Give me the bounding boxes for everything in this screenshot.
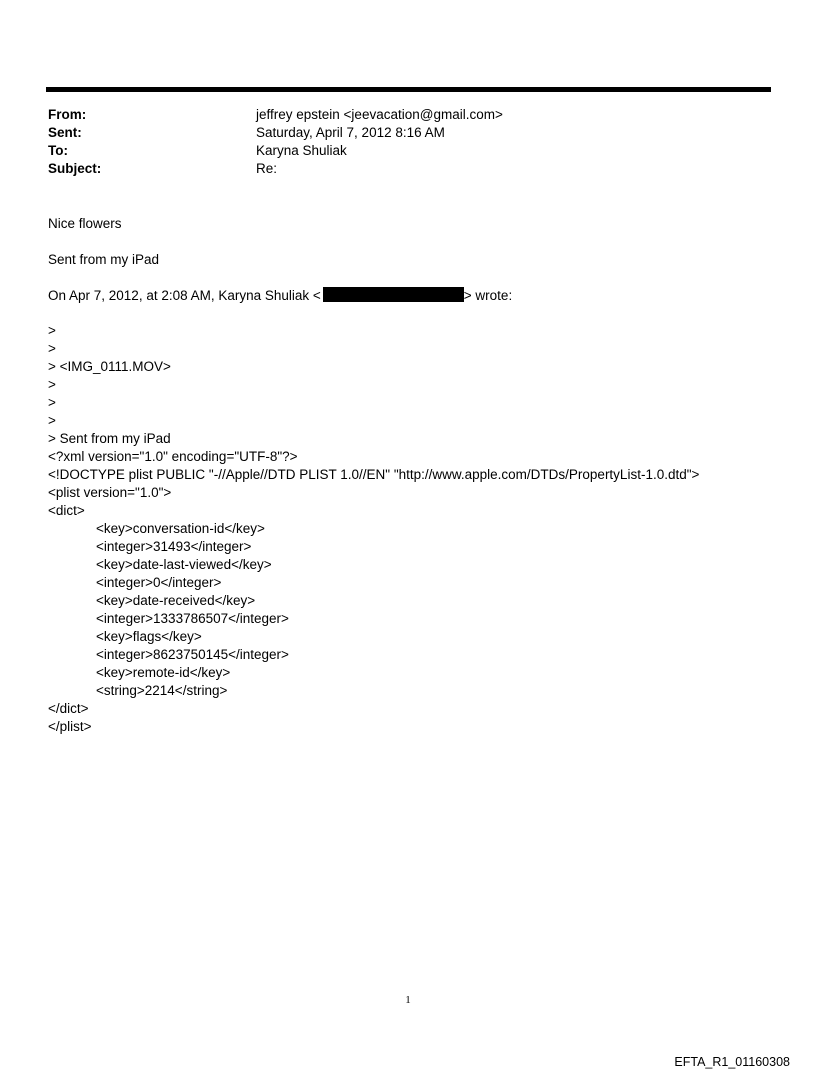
subject-label: Subject:	[48, 161, 102, 176]
dict-entry: <integer>8623750145</integer>	[96, 647, 289, 662]
dict-open: <dict>	[48, 503, 85, 518]
dict-entry: <key>conversation-id</key>	[96, 521, 265, 536]
quoted-line: >	[48, 323, 56, 338]
dict-entry: <key>date-received</key>	[96, 593, 256, 608]
from-label: From:	[48, 107, 87, 122]
sent-label: Sent:	[48, 125, 82, 140]
message-signature: Sent from my iPad	[48, 252, 160, 267]
xml-declaration: <?xml version="1.0" encoding="UTF-8"?>	[48, 449, 298, 464]
quoted-line: >	[48, 341, 56, 356]
to-value: Karyna Shuliak	[256, 143, 347, 158]
reply-intro	[48, 287, 512, 305]
dict-entry: <integer>31493</integer>	[96, 539, 252, 554]
dict-entry: <key>remote-id</key>	[96, 665, 231, 680]
from-value: jeffrey epstein <jeevacation@gmail.com>	[256, 107, 503, 122]
subject-value: Re:	[256, 161, 278, 176]
quoted-line: >	[48, 413, 56, 428]
dict-entry: <integer>0</integer>	[96, 575, 222, 590]
dict-entry: <string>2214</string>	[96, 683, 228, 698]
to-label: To:	[48, 143, 68, 158]
quoted-line: >	[48, 377, 56, 392]
reply-intro-before: On Apr 7, 2012, at 2:08 AM, Karyna Shuliak <	[48, 288, 321, 303]
reply-intro-after: > wrote:	[463, 288, 513, 303]
quoted-line: > <IMG_0111.MOV>	[48, 359, 171, 374]
dict-entry: <key>flags</key>	[96, 629, 202, 644]
doctype-line: <!DOCTYPE plist PUBLIC "-//Apple//DTD PLIST 1.0//EN" "http://www.apple.com/DTDs/PropertyList-1.0.dtd">	[48, 467, 700, 482]
sent-value: Saturday, April 7, 2012 8:16 AM	[256, 125, 445, 140]
dict-entry: <integer>1333786507</integer>	[96, 611, 289, 626]
header-rule	[46, 87, 771, 92]
page-number: 1	[405, 994, 411, 1006]
dict-close: </dict>	[48, 701, 89, 716]
redaction-block	[323, 287, 464, 302]
message-line-1: Nice flowers	[48, 216, 122, 231]
plist-open: <plist version="1.0">	[48, 485, 172, 500]
plist-close: </plist>	[48, 719, 92, 734]
quoted-line: > Sent from my iPad	[48, 431, 171, 446]
dict-entry: <key>date-last-viewed</key>	[96, 557, 272, 572]
quoted-message	[48, 322, 699, 736]
quoted-line: >	[48, 395, 56, 410]
bates-number: EFTA_R1_01160308	[674, 1055, 790, 1069]
